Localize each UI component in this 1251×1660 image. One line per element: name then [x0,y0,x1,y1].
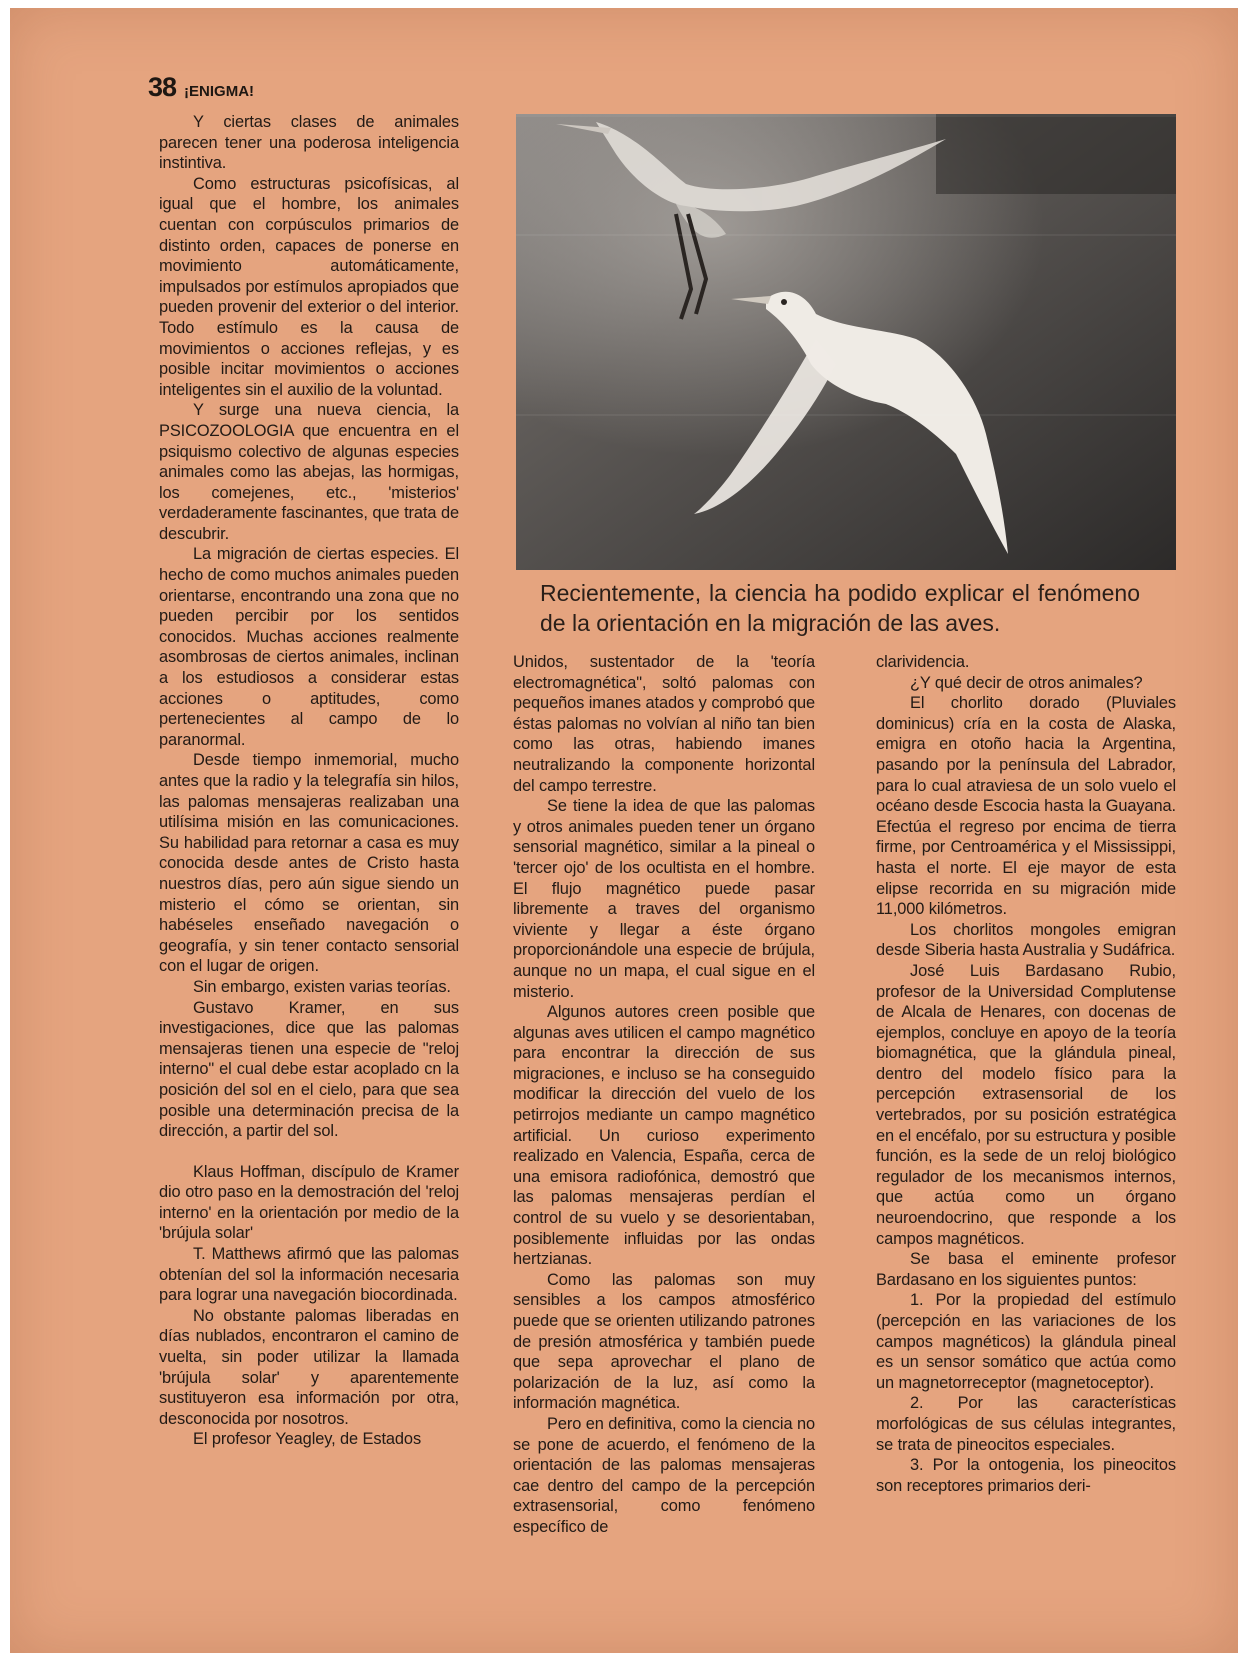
paragraph: El chorlito dorado (Pluviales dominicus) cría en la costa de Alaska, emigra en otoño hacia la Argentina, pasando por la península del Labrador, para lo cual atraviesa de un solo vuelo el océano desde Escocia hasta la Guayana. Efectúa el regreso por encima de tierra firme, por Centroamérica y el Mississippi, hasta el norte. El eje mayor de esta elipse recorrida en su migración mide 11,000 kilómetros. [876,694,1176,919]
text-column-3 [876,652,1176,1496]
paragraph: 3. Por la ontogenia, los pineocitos son receptores primarios deri- [876,1456,1176,1495]
paragraph: T. Matthews afirmó que las palomas obtenían del sol la información necesaria para lograr una navegación biocordinada. [159,1245,459,1305]
text-column-1 [159,112,459,1450]
paragraph: Y surge una nueva ciencia, la PSICOZOOLOGIA que encuentra en el psiquismo colectivo de algunas especies animales como las abejas, las hormigas, los comejenes, etc., 'misterios' verdaderamente fascinantes, que trata de descubrir. [159,401,459,543]
paragraph: El profesor Yeagley, de Estados [193,1430,422,1449]
paragraph: Como las palomas son muy sensibles a los campos atmosférico puede que se orienten utilizando patrones de presión atmosférica y también puede que sepa aprovechar el plano de polarización de la luz, así como la información magnética. [513,1270,815,1413]
paragraph: Los chorlitos mongoles emigran desde Siberia hasta Australia y Sudáfrica. [876,920,1176,960]
paragraph: Algunos autores creen posible que algunas aves utilicen el campo magnético para encontrar la dirección de sus migraciones, e incluso se ha conseguido modificar la dirección del vuelo de los petirrojos mediante un campo magnético artificial. Un curioso experimento realizado en Valencia, España, cerca de una emisora radiofónica, demostró que las palomas mensajeras perdían el control de su vuelo y se desorientaban, posiblemente influidas por las ondas hertzianas. [513,1003,815,1269]
paragraph: Sin embargo, existen varias teorías. [193,977,451,996]
paragraph: clarividencia. [876,653,970,671]
paragraph: La migración de ciertas especies. El hecho de como muchos animales pueden orientarse, encontrando una zona que no pueden percibir por los sentidos conocidos. Muchas acciones realmente asombrosas de ciertos animales, inclinan a los estudiosos a considerar estas acciones o aptitudes, como pertenecientes al campo de lo paranormal. [159,545,459,749]
paragraph: Klaus Hoffman, discípulo de Kramer dio otro paso en la demostración del 'reloj interno' en la orientación por medio de la 'brújula solar' [159,1162,459,1243]
bird-photo [516,114,1176,570]
page-number: 38 [148,72,177,102]
paragraph: 1. Por la propiedad del estímulo (percepción en las variaciones de los campos magnéticos) la glándula pineal es un sensor somático que actúa como un magnetorreceptor (magnetoceptor). [876,1291,1176,1392]
paragraph: Y ciertas clases de animales parecen tener una poderosa inteligencia instintiva. [159,113,459,173]
paragraph: Se basa el eminente profesor Bardasano en los siguientes puntos: [876,1250,1176,1289]
paragraph: Como estructuras psicofísicas, al igual que el hombre, los animales cuentan con corpúsculos primarios de distinto orden, capaces de ponerse en movimiento automáticamente, impulsados por estímulos apropiados que pueden provenir del exterior o del interior. Todo estímulo es la causa de movimientos o acciones reflejas, y es posible incitar movimientos o acciones inteligentes sin el auxilio de la voluntad. [159,174,459,399]
paragraph: 2. Por las características morfológicas de sus células integrantes, se trata de pineocitos especiales. [876,1394,1176,1454]
paragraph: ¿Y qué decir de otros animales? [910,673,1143,692]
page-header [148,72,254,103]
paragraph: Gustavo Kramer, en sus investigaciones, dice que las palomas mensajeras tienen una especie de "reloj interno" el cual debe estar acoplado cn la posición del sol en el cielo, para que sea posible una determinación precisa de la dirección, a partir del sol. [159,998,459,1141]
magazine-page [10,8,1238,1653]
magazine-name: ¡ENIGMA! [184,83,255,100]
paragraph: Se tiene la idea de que las palomas y otros animales pueden tener un órgano sensorial magnético, similar a la pineal o 'tercer ojo' de los ocultista en el hombre. El flujo magnético puede pasar libremente a traves del organismo viviente y llegar a éste órgano proporcionándole una especie de brújula, aunque no un mapa, el cual sigue en el misterio. [513,797,815,1001]
text-column-2 [513,652,815,1538]
paragraph: Desde tiempo inmemorial, mucho antes que la radio y la telegrafía sin hilos, las palomas mensajeras realizaban una utilísima misión en las comunicaciones. Su habilidad para retornar a casa es muy conocida desde antes de Cristo hasta nuestros días, pero aún sigue siendo un misterio el cómo se orientan, sin habéseles enseñado navegación o geografía, y sin tener contacto sensorial con el lugar de origen. [159,751,459,976]
paragraph: Unidos, sustentador de la 'teoría electromagnética", soltó palomas con pequeños imanes atados y comprobó que éstas palomas no volvían al niño tan bien como las otras, habiendo imanes neutralizando la componente horizontal del campo terrestre. [513,653,815,795]
paragraph: Pero en definitiva, como la ciencia no se pone de acuerdo, el fenómeno de la orientación de las palomas mensajeras cae dentro del campo de la percepción extrasensorial, como fenómeno específico de [513,1414,815,1536]
photo-caption: Recientemente, la ciencia ha podido explicar el fenómeno de la orientación en la migración de las aves. [540,580,1140,636]
paragraph: José Luis Bardasano Rubio, profesor de la Universidad Complutense de Alcala de Henares, con docenas de ejemplos, concluye en apoyo de la teoría biomagnética, que la glándula pineal, dentro del modelo físico para la percepción extrasensorial de los vertebrados, por su posición estratégica en el encéfalo, por su estructura y posible función, es la sede de un reloj biológico regulador de los mecanismos internos, que actúa como un órgano neuroendocrino, que responde a los campos magnéticos. [876,961,1176,1248]
paragraph: No obstante palomas liberadas en días nublados, encontraron el camino de vuelta, sin poder utilizar la llamada 'brújula solar' y aparentemente sustituyeron esa información por otra, desconocida por nosotros. [159,1306,459,1428]
